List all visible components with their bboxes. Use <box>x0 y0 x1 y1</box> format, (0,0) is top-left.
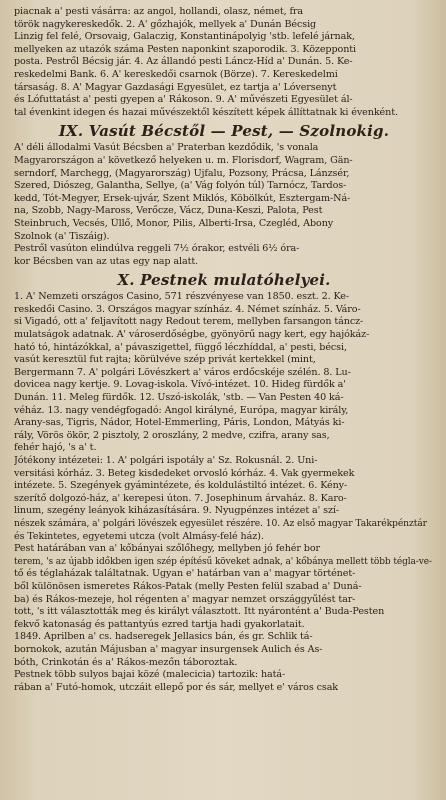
text-line: si Vigadó, ott a' feljavított nagy Redout terem, mellyben farsangon táncz- <box>14 316 364 328</box>
text-line: kedd, Tót-Megyer, Ersek-ujvár, Szent Miklós, Köbölkút, Esztergam-Ná- <box>14 192 351 204</box>
text-line: és Tekintetes, egyetemi utcza (volt Almásy-felé ház). <box>14 530 264 542</box>
text-line: Pest határában van a' kőbányai szőlőhegy, mellyben jó fehér bor <box>14 543 321 555</box>
text-line: tott, 's itt választották meg és királyt választott. Itt nyárontént a' Buda-Pesten <box>14 606 385 618</box>
text-line: Jótékony intézetei: 1. A' polgári ispotály a' Sz. Rokusnál. 2. Uni- <box>14 455 318 466</box>
text-line: Linzig fel felé, Orsovaig, Galaczig, Konstantinápolyig 'stb. lefelé járnak, <box>14 31 355 43</box>
text-line: kor Bécsben van az utas egy nap alatt. <box>14 255 199 267</box>
text-line: tő és téglaházak találtatnak. Ugyan e' határban van a' magyar történet- <box>14 568 356 580</box>
text-line: Pestnek több sulyos bajai közé (malecicia) tartozik: hatá- <box>14 669 286 681</box>
text-line: szerítő dolgozó-ház, a' kerepesi úton. 7. Josephinum árvaház. 8. Karo- <box>14 492 347 504</box>
text-line: török nagykereskedők. 2. A' gőzhajók, mellyek a' Dunán Bécsig <box>14 18 317 30</box>
text-line: fekvő katonaság és pattantyús ezred tartja hadi gyakorlatait. <box>14 618 305 630</box>
text-line: mellyeken az utazók száma Pesten naponkint szaporodik. 3. Közepponti <box>14 43 356 55</box>
text-line: serndorf, Marchegg, (Magyarország) Ujfalu, Pozsony, Prácsa, Lánzsér, <box>14 167 350 179</box>
text-line: társaság. 8. A' Magyar Gazdasági Egyesület, ez tartja a' Lóversenyt <box>14 81 337 93</box>
text-line: véház. 13. nagy vendégfogadó: Angol királyné, Európa, magyar király, <box>14 404 349 416</box>
text-line: fehér hajó, 's a' t. <box>14 442 97 454</box>
text-line: reskedelmi Bank. 6. A' kereskedői csarnok (Börze). 7. Kereskedelmi <box>14 68 338 80</box>
text-line: bornokok, azután Májusban a' magyar insurgensek Aulich és As- <box>14 643 323 655</box>
text-line: ható tó, hintázókkal, a' pávaszigettel, függő léczhíddal, a' pesti, bécsi, <box>14 341 347 353</box>
text-line: posta. Pestről Bécsig jár. 4. Az állandó pesti Láncz-Híd a' Dunán. 5. Ke- <box>14 56 353 68</box>
text-line: 1. A' Nemzeti országos Casino, 571 részvényese van 1850. eszt. 2. Ke- <box>14 291 349 303</box>
text-line: vasút keresztül fut rajta; körülvéve szép privát kertekkel (mint, <box>14 354 316 366</box>
text-line: ből különösen ismeretes Rákos-Patak (melly Pesten felül szabad a' Duná- <box>14 580 362 592</box>
text-line: terem, 's az újabb időkben igen szép építésű köveket adnak, a' kőbánya mellett több tégla-ve- <box>14 556 432 567</box>
text-line: ba) és Rákos-mezeje, hol régenten a' magyar nemzet országgyűlést tar- <box>14 593 356 605</box>
text-line: tal évenkint idegen és hazai művészektől készített képek állíttatnak ki évenként. <box>14 106 398 118</box>
text-line: versitási kórház. 3. Beteg kisdedeket orvosló kórház. 4. Vak gyermekek <box>14 467 355 479</box>
text-line: mulatságok adatnak. A' városerdőségbe, gyönyörű nagy kert, egy hajókáz- <box>14 329 370 341</box>
text-line: Arany-sas, Tigris, Nádor, Hotel-Emmerling, Páris, London, Mátyás ki- <box>14 417 345 429</box>
text-line: és Lófuttatást a' pesti gyepen a' Rákoson. 9. A' művészeti Egyesület ál- <box>14 94 353 106</box>
text-line: bóth, Crinkotán és a' Rákos-mezőn táboroztak. <box>14 656 238 668</box>
text-line: Szolnok (a' Tiszáig). <box>14 230 110 242</box>
text-line: intézete. 5. Szegények gyámintézete, és koldulástiltó intézet. 6. Kény- <box>14 480 348 492</box>
section-9-paragraph <box>14 142 434 268</box>
text-line: 1849. Aprilben a' cs. hadseregek Jellasics bán, és gr. Schlik tá- <box>14 631 313 643</box>
section-10-heading: X. Pestnek mulatóhelyei. <box>117 271 331 290</box>
text-line: Steinbruch, Vecsés, Üllő, Monor, Pilis, Alberti-Irsa, Czegléd, Abony <box>14 217 334 229</box>
text-line: Pestről vasúton elindúlva reggeli 7½ órakor, estvéli 6½ óra- <box>14 243 300 255</box>
text-line: Szered, Diószeg, Galantha, Sellye, (a' Vág folyón túl) Tarnócz, Tardos- <box>14 180 347 192</box>
text-line: nészek számára, a' polgári lövészek egyesület részére. 10. Az első magyar Takarékpénztár <box>14 517 427 529</box>
text-line: Bergermann 7. A' polgári Lövészkert a' város erdőcskéje szélén. 8. Lu- <box>14 366 351 378</box>
text-line: rában a' Futó-homok, utczáit ellepő por és sár, mellyet e' város csak <box>14 681 339 693</box>
text-line: reskedői Casino. 3. Országos magyar színház. 4. Német színház. 5. Váro- <box>14 303 361 315</box>
section-10-paragraph <box>14 291 434 694</box>
text-line: na, Szobb, Nagy-Maross, Verőcze, Vácz, Duna-Keszi, Palota, Pest <box>14 205 323 217</box>
text-line: dovicea nagy kertje. 9. Lovag-iskola. Vívó-intézet. 10. Hideg fürdők a' <box>14 379 346 391</box>
text-line: piacnak a' pesti vásárra: az angol, hollandi, olasz, német, fra <box>14 6 304 17</box>
text-line: rály, Vörös ökör, 2 pisztoly, 2 oroszlány, 2 medve, czifra, arany sas, <box>14 429 330 441</box>
text-line: Dunán. 11. Meleg fürdők. 12. Uszó-iskolák, 'stb. — Van Pesten 40 ká- <box>14 392 344 404</box>
section-9-heading: IX. Vasút Bécstől — Pest, — Szolnokig. <box>58 122 390 141</box>
intro-paragraph <box>14 6 434 119</box>
text-line: linum, szegény leányok kiházasítására. 9. Nyugpénzes intézet a' szí- <box>14 505 340 517</box>
text-line: Magyarországon a' következő helyeken u. m. Florisdorf, Wagram, Gän- <box>14 154 353 166</box>
text-line: A' déli állodalmi Vasút Bécsben a' Praterban kezdődik, 's vonala <box>14 142 319 154</box>
